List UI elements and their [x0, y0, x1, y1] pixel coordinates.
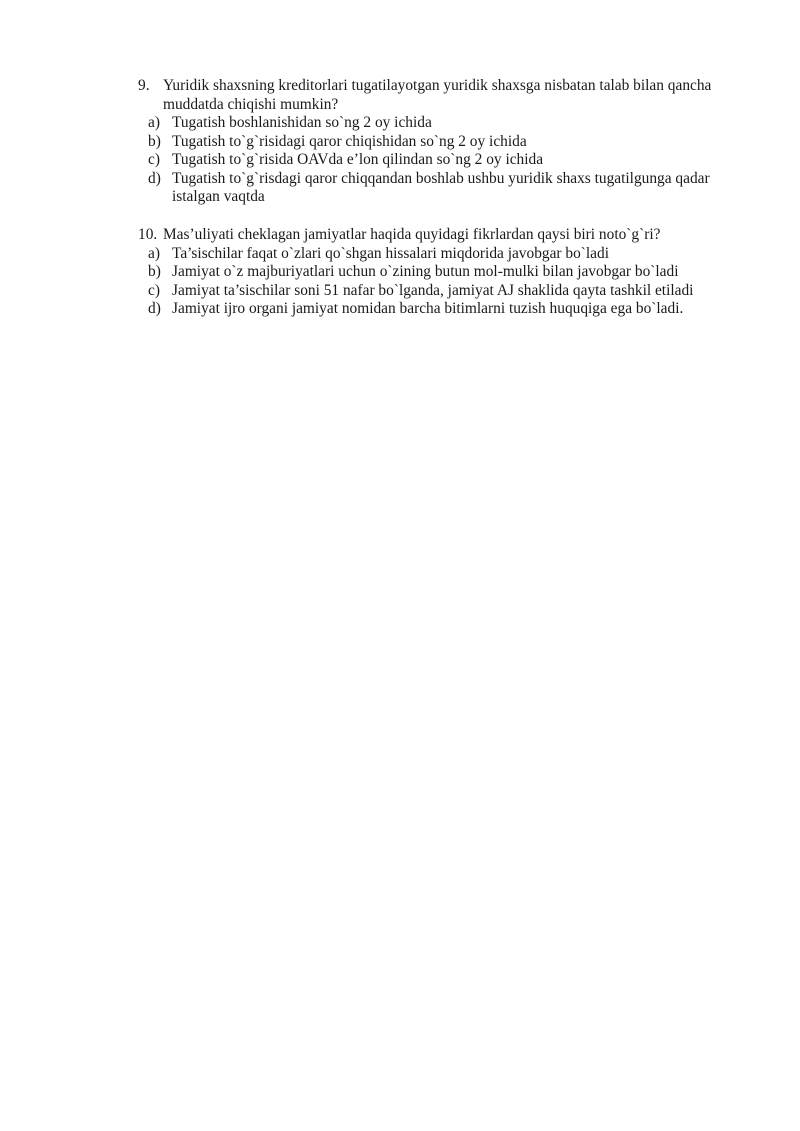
question-header [138, 226, 748, 245]
option-letter: c) [148, 281, 160, 299]
question-text: Yuridik shaxsning kreditorlari tugatilayotgan yuridik shaxsga nisbatan talab bilan qancha muddatda chiqishi mumkin? [163, 77, 712, 113]
question-header [138, 77, 748, 114]
option-text: Ta’sischilar faqat o`zlari qo`shgan hissalari miqdorida javobgar bo`ladi [172, 244, 609, 262]
option-text: Tugatish boshlanishidan so`ng 2 oy ichida [172, 114, 432, 131]
option-text: Jamiyat ta’sischilar soni 51 nafar bo`lganda, jamiyat AJ shaklida qayta tashkil etiladi [172, 281, 694, 299]
answer-option [138, 245, 748, 264]
question-number: 10. [138, 226, 158, 243]
option-text: Jamiyat o`z majburiyatlari uchun o`zining butun mol-mulki bilan javobgar bo`ladi [172, 263, 679, 280]
question-9 [138, 77, 748, 207]
option-letter: d) [148, 169, 161, 187]
question-10 [138, 226, 748, 319]
option-text: Jamiyat ijro organi jamiyat nomidan barcha bitimlarni tuzish huquqiga ega bo`ladi. [172, 300, 684, 317]
option-letter: a) [148, 244, 160, 262]
question-text: Mas’uliyati cheklagan jamiyatlar haqida quyidagi fikrlardan qaysi biri noto`g`ri? [163, 226, 661, 243]
option-letter: c) [148, 151, 160, 168]
answer-option [138, 263, 748, 282]
option-text: Tugatish to`g`risida OAVda e’lon qilindan so`ng 2 oy ichida [172, 151, 544, 168]
answer-options [138, 245, 748, 319]
answer-option [138, 133, 748, 152]
option-text: Tugatish to`g`risidagi qaror chiqishidan so`ng 2 oy ichida [172, 132, 527, 150]
option-letter: d) [148, 300, 161, 317]
answer-option [138, 114, 748, 133]
option-letter: b) [148, 263, 161, 280]
question-number: 9. [138, 77, 150, 94]
answer-options [138, 114, 748, 207]
answer-option [138, 170, 748, 207]
answer-option [138, 300, 748, 319]
option-letter: b) [148, 132, 161, 150]
answer-option [138, 151, 748, 170]
option-letter: a) [148, 114, 160, 131]
option-text: Tugatish to`g`risdagi qaror chiqqandan boshlab ushbu yuridik shaxs tugatilgunga qadar istalgan vaqtda [172, 169, 710, 205]
answer-option [138, 282, 748, 301]
